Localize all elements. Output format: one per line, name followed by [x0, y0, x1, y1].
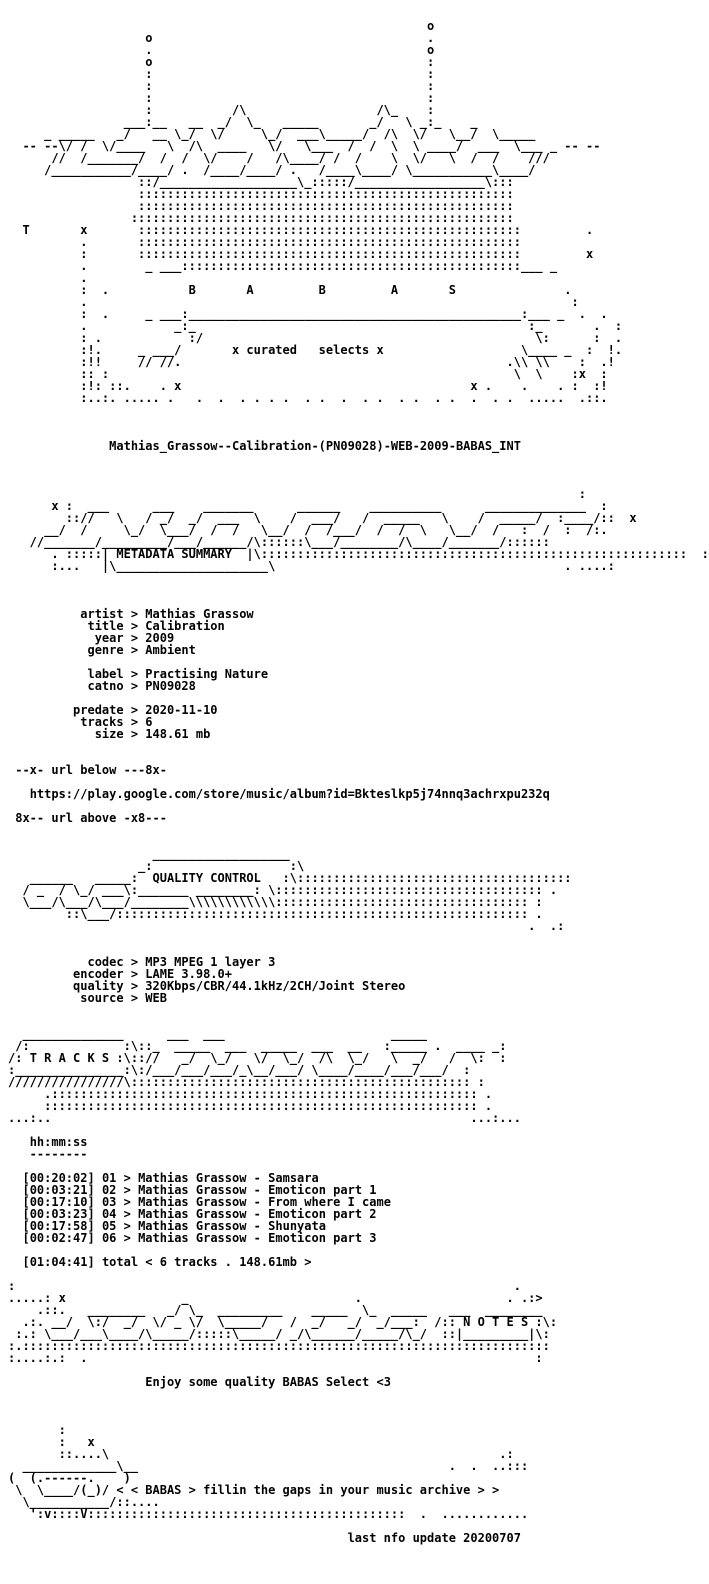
- notes-text: Enjoy some quality BABAS Select <3: [145, 1375, 391, 1389]
- track-time: 00:03:21: [29, 1183, 88, 1197]
- logo-art-line: T x ::::::::::::::::::::::::::::::::::::::::::::::::::::: .: [8, 223, 594, 237]
- logo-art-line: : :: [8, 67, 435, 81]
- quality-value: MP3 MPEG 1 layer 3: [145, 955, 276, 969]
- logo-art-line: :!. _ ___/ x curated selects x \____ _ : !.: [8, 343, 623, 357]
- logo-art-line: . :: [8, 295, 579, 309]
- track-number: 05: [101, 1219, 117, 1233]
- metadata-value: PN09028: [145, 679, 196, 693]
- tracks-total-text: total < 6 tracks . 148.61mb >: [101, 1255, 312, 1269]
- quality-value: WEB: [145, 991, 167, 1005]
- logo-art-line: . :::::::::::::::::::::::::::::::::::::::::::::::::::::: [8, 235, 521, 249]
- track-title: Emoticon part 2: [268, 1207, 377, 1221]
- metadata-value: 2020-11-10: [145, 703, 218, 717]
- metadata-header-art: x : ___ ___ _______ ______ __________ ______________ :: [8, 499, 608, 513]
- logo-art-line: : /\ /\_ :: [8, 103, 435, 117]
- metadata-key: tracks: [65, 715, 124, 729]
- logo-art-line: /___________/____/ . /____/____/ . /____\____/ \___________\____/: [8, 163, 536, 177]
- metadata-value: 2009: [145, 631, 175, 645]
- logo-art-line: . _ ___:::::::::::::::::::::::::::::::::::::::::::::::___ _: [8, 259, 558, 273]
- track-title: Shunyata: [268, 1219, 326, 1233]
- logo-art-line: : . :/ \: : .: [8, 331, 623, 345]
- metadata-key: genre: [65, 643, 124, 657]
- logo-art-line: o: [8, 19, 435, 33]
- url-below-marker: 8x-- url above -x8---: [15, 811, 167, 825]
- tracks-total-time: 01:04:41: [29, 1255, 88, 1269]
- logo-art-line: . o: [8, 43, 435, 57]
- logo-art-line: : :: [8, 91, 435, 105]
- metadata-key: label: [65, 667, 124, 681]
- quality-key: encoder: [65, 967, 124, 981]
- track-title: Emoticon part 1: [268, 1183, 377, 1197]
- track-artist: Mathias Grassow: [138, 1219, 247, 1233]
- metadata-key: size: [65, 727, 124, 741]
- tracks-column-label: hh:mm:ss: [29, 1135, 88, 1149]
- logo-art-line: .: [8, 271, 88, 285]
- logo-art-line: ::::::::::::::::::::::::::::::::::::::::::::::::::::: [8, 187, 514, 201]
- metadata-header-art: :: [8, 487, 586, 501]
- release-name: Mathias_Grassow--Calibration-(PN09028)-WEB-2009-BABAS_INT: [109, 439, 521, 453]
- track-artist: Mathias Grassow: [138, 1231, 247, 1245]
- metadata-key: catno: [65, 679, 124, 693]
- quality-key: codec: [65, 955, 124, 969]
- track-time: 00:20:02: [29, 1171, 88, 1185]
- metadata-value: Mathias Grassow: [145, 607, 254, 621]
- tracks-header-label: T R A C K S: [29, 1051, 110, 1065]
- track-title: From where I came: [268, 1195, 391, 1209]
- release-url: https://play.google.com/store/music/album?id=Bkteslkp5j74nnq3achrxpu232q: [29, 787, 550, 801]
- quality-key: source: [65, 991, 124, 1005]
- track-artist: Mathias Grassow: [138, 1183, 247, 1197]
- logo-art-line: :..:. ..... . . . . . . . . . . . . . . . . . . . ..... .::.: [8, 391, 608, 405]
- metadata-header-art: :... |\_____________________\ . ....:: [8, 559, 615, 573]
- logo-art-line: :!: ::. . x x . . . : :!: [8, 379, 608, 393]
- logo-art-line: : :: [8, 79, 435, 93]
- metadata-value: 148.61 mb: [145, 727, 211, 741]
- metadata-header-art: . :::::|: [8, 547, 117, 561]
- logo-art-line: o :: [8, 55, 435, 69]
- track-time: 00:17:10: [29, 1195, 88, 1209]
- metadata-key: year: [65, 631, 124, 645]
- logo-art-line: ::::::::::::::::::::::::::::::::::::::::::::::::::::: [8, 199, 514, 213]
- quality-value: LAME 3.98.0+: [145, 967, 232, 981]
- metadata-key: title: [65, 619, 124, 633]
- logo-art-line: ::/___________________\_:::::/__________________\:::: [8, 175, 514, 189]
- logo-art-line: : ::::::::::::::::::::::::::::::::::::::::::::::::::::: x: [8, 247, 594, 261]
- track-time: 00:17:58: [29, 1219, 88, 1233]
- metadata-value: Calibration: [145, 619, 225, 633]
- quality-value: 320Kbps/CBR/44.1kHz/2CH/Joint Stereo: [145, 979, 406, 993]
- notes-header-label: N O T E S: [463, 1315, 529, 1329]
- metadata-header-label: METADATA SUMMARY: [116, 547, 232, 561]
- metadata-value: Practising Nature: [145, 667, 269, 681]
- metadata-header-art: ::// \ / _/ _/ ___ \ / ___/ / _____ \ / _____/ :____/:: x: [8, 511, 637, 525]
- logo-art-line: -- --\/ / \/____ \ /\ ____ \/ \___ / / \ \ ____/ ___ \___ _ -- --: [8, 139, 601, 153]
- footer-update-date: last nfo update 20200707: [347, 1531, 521, 1545]
- metadata-header-art: //_______/_________/___/______/\::::::\___/________/\____/_______/::::::: [8, 535, 550, 549]
- metadata-key: predate: [65, 703, 124, 717]
- track-artist: Mathias Grassow: [138, 1171, 247, 1185]
- track-time: 00:02:47: [29, 1231, 88, 1245]
- track-number: 04: [101, 1207, 117, 1221]
- track-time: 00:03:23: [29, 1207, 88, 1221]
- track-number: 03: [101, 1195, 117, 1209]
- track-artist: Mathias Grassow: [138, 1207, 247, 1221]
- track-number: 01: [101, 1171, 117, 1185]
- logo-art-line: :: : \ \ :x :: [8, 367, 608, 381]
- url-above-marker: --x- url below ---8x-: [15, 763, 167, 777]
- track-title: Emoticon part 3: [268, 1231, 377, 1245]
- logo-art-line: _ _____ _/ __ \_/ \/ \_/ ___\_____/ /\ \/ \__/ \_____: [8, 127, 536, 141]
- metadata-value: 6: [145, 715, 153, 729]
- logo-art-line: o .: [8, 31, 435, 45]
- track-number: 02: [101, 1183, 117, 1197]
- logo-art-line: ___:__ __ _/ \_ _____ _/ \ _:_ _: [8, 115, 478, 129]
- logo-art-line: : . _ ___:______________________________________________:___ _ . .: [8, 307, 608, 321]
- logo-art-line: // /_______/ / / \/ / /\____/ / / \ \/ \ / / ///: [8, 151, 550, 165]
- track-number: 06: [101, 1231, 117, 1245]
- nfo-document: o o . . o o : : : : : : : : /\ /\_ : ___:__ __ _/ \_ _____ _/ \ _:_ _ _ _____ _/ __ \_/ \/ \_/ ___\_____/ /\ \/ \__/ \_____ -- --\/ / \/____ \ /\ ____ \/ \___ / / \ \ ____/ ___ \___ _ -- -- // /_______/ / / \/ / /\____/ / / \ \/ \ / / /// /___________/____/ . /____/____/ . /____\____/ \___________\____/ ::/___________________\_:::::/__________________\::: :::::::::::::::::::::::::::::::::::::::::::::::::::: :::::::::::::::::::::::::::::::::::::::::::::::::::: ::::::::::::::::::::::::::::::::::::::::::::::::::::: T x ::::::::::::::::::::::::::::::::::::::::::::::::::::: . . ::::::::::::::::::::::::::::::::::::::::::::::::::::: : ::::::::::::::::::::::::::::::::::::::::::::::::::::: x . _ ___:::::::::::::::::::::::::::::::::::::::::::::::___ _ . : . B A B A S . . : : . _ ___:______________________________________________:___ _ . . . _:_ :_ . : : . :/ \: : . :!. _ ___/ x curated selects x \____ _ : !. :!! // //. .\\ \\ : .! :: : \ \ :x : :!: ::. . x x . . . : :! :..:. ..... . . . . . . . . . . . . . . . . . . . ..... .::. Mathias_Grassow--Calibration-(PN09028)-WEB-2009-BABAS_INT : x : ___ ___ _______ ______ __________ ______________ : ::// \ / _/ _/ ___ \ / ___/ / _____ \ / _____/ :____/:: x __/ / \_/ \___/ / / \__/ / /___/ / / \ \__/ / : / : /:. //_______/_________/___/______/\::::::\___/________/\____/_______/:::::: . :::::| METADATA SUMMARY |\::::::::::::::::::::::::::::::::::::::::::::::::::::::::::: : :... |\_____________________\ . ....: artist > Mathias Grassow title > Calibration year > 2009 genre > Ambient label > Practising Nature catno > PN09028 predate > 2020-11-10 tracks > 6 size > 148.61 mb --x- url below ---8x- https://play.google.com/store/music/album?id=Bkteslkp5j74nnq3achrxpu232q 8x-- url above -x8--- ___________________ _: :\ ______ _____: QUALITY CONTROL :\:::::::::::::::::::::::::::::::::::::: / _ / \_/ ___\:_______ ________: \::::::::::::::::::::::::::::::::::::: . \___/\___/\___/________\\\\\\\\\\\\::::::::::::::::::::::::::::::::::: : ::\___/::::::::::::::::::::::::::::::::::::::::::::::::::::::::: . . .: codec > MP3 MPEG 1 layer 3 encoder > LAME 3.98.0+ quality > 320Kbps/CBR/44.1kHz/2CH/Joint Stereo source > WEB ______________ ___ ___ _____ /: :\::_ _____ ___ _____ ___ __ :_____ . ____ _: /: T R A C K S :\::// _/ \_/ \/ \_/ /\ \_/ \ _/ / \: : :_______________:\:/___/___/___/_\__/___/ \____/____/___/___/ : ////////////////\::::::::::::::::::::::::::::::::::::::::::::::: : .::::::::::::::::::::::::::::::::::::::::::::::::::::::::::: . :::::::::::::::::::::::::::::::::::::::::::::::::::::::::::: . ...:.. ...:... hh:mm:ss -------- [00:20:02] 01 > Mathias Grassow - Samsara [00:03:21] 02 > Mathias Grassow - Emoticon part 1 [00:17:10] 03 > Mathias Grassow - From where I came [00:03:23] 04 > Mathias Grassow - Emoticon part 2 [00:17:58] 05 > Mathias Grassow - Shunyata [00:02:47] 06 > Mathias Grassow - Emoticon part 3 [01:04:41] total < 6 tracks . 148.61mb > : . .....: x _ . . .:> .::. ________ _/ \_ _________ _____ \_ _____ ___ ________ .:. __/ \:/ _/ \/ _ \/ \_____/ / _/ _/ _/___: /:: N O T E S :\: :.: \___/___\____/\_____/:::::\_____/ _/\______/_____/\_/ ::|_________|\: :.::::::::::::::::::::::::::::::::::::::::::::::::::::::::::::::::::::::::: :....:.: . : Enjoy some quality BABAS Select <3 : : x ::....\ .: _____________\__ . . ..::: ( (.------. ) \ \____/(_)/ < < BABAS > fillin the gaps in your music archive > > \___________/::.... ':v::::V:::::::::::::::::::::::::::::::::::::::::::: . ............ last nfo update 20200707: [8, 19, 709, 1545]
- metadata-header-art: __/ / \_/ \___/ / / \__/ / /___/ / / \ \__/ / : / : /:.: [8, 523, 608, 537]
- logo-art-line: :::::::::::::::::::::::::::::::::::::::::::::::::::::: [8, 211, 514, 225]
- logo-art-line: :!! // //. .\\ \\ : .!: [8, 355, 615, 369]
- logo-art-line: . _:_ :_ . :: [8, 319, 623, 333]
- footer-tagline: < < BABAS > fillin the gaps in your music archive > >: [116, 1483, 500, 1497]
- track-artist: Mathias Grassow: [138, 1195, 247, 1209]
- track-title: Samsara: [268, 1171, 319, 1185]
- metadata-key: artist: [65, 607, 124, 621]
- metadata-value: Ambient: [145, 643, 196, 657]
- quality-key: quality: [65, 979, 124, 993]
- quality-header-label: QUALITY CONTROL: [152, 871, 261, 885]
- logo-art-line: : . B A B A S .: [8, 283, 572, 297]
